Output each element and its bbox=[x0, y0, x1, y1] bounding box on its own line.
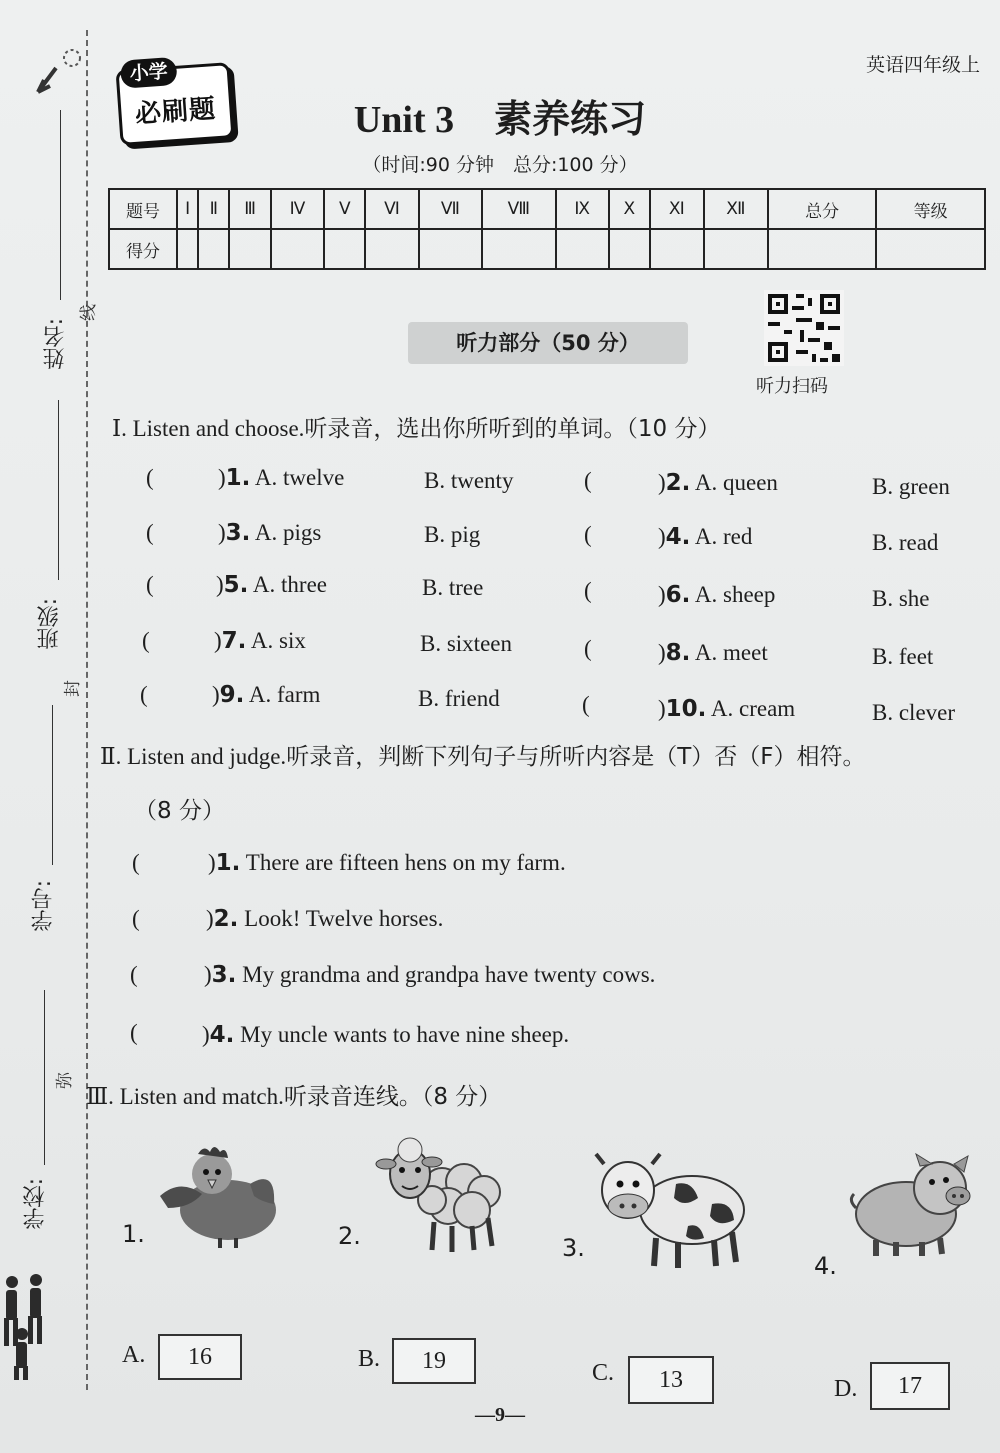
answer-box[interactable]: 17 bbox=[870, 1362, 950, 1410]
item-number: 7. bbox=[221, 628, 247, 654]
choice-item: )4. A. red bbox=[658, 524, 753, 550]
section2-title-en: Ⅱ. Listen and judge. bbox=[100, 744, 287, 769]
picture-number: 1. bbox=[122, 1220, 145, 1248]
score-cell[interactable] bbox=[482, 229, 556, 269]
score-col: Ⅹ bbox=[609, 189, 650, 229]
answer-paren[interactable]: ( bbox=[584, 468, 592, 493]
choice-item: )3. A. pigs bbox=[218, 520, 322, 546]
item-number: 1. bbox=[225, 465, 251, 491]
qr-code-icon[interactable] bbox=[764, 290, 844, 366]
judge-text: There are fifteen hens on my farm. bbox=[245, 850, 566, 875]
option-b: B. green bbox=[872, 474, 950, 499]
option-b: B. read bbox=[872, 530, 939, 555]
item-number: 10. bbox=[665, 696, 707, 722]
section3-title-en: Ⅲ. Listen and match. bbox=[86, 1084, 284, 1109]
binding-dashed-line bbox=[86, 30, 88, 1390]
score-col: Ⅴ bbox=[324, 189, 365, 229]
option-a: A. pigs bbox=[254, 520, 322, 545]
score-cell[interactable] bbox=[609, 229, 650, 269]
binding-word-seal: 封 bbox=[63, 680, 83, 697]
score-col: 等级 bbox=[876, 189, 985, 229]
grade-label: 英语四年级上 bbox=[865, 54, 980, 76]
score-cell[interactable] bbox=[704, 229, 768, 269]
item-number: 2. bbox=[213, 906, 239, 932]
item-number: 4. bbox=[209, 1022, 235, 1048]
item-number: 1. bbox=[215, 850, 241, 876]
option-b: B. pig bbox=[424, 522, 481, 547]
answer-paren[interactable]: ( bbox=[582, 692, 590, 717]
school-label: 学校: bbox=[23, 1178, 48, 1230]
section2-title bbox=[100, 738, 865, 771]
section3-title bbox=[86, 1078, 501, 1111]
option-b: B. friend bbox=[418, 686, 500, 711]
section1-title bbox=[112, 410, 720, 443]
choice-item: )7. A. six bbox=[214, 628, 306, 654]
score-col: 总分 bbox=[768, 189, 877, 229]
listening-banner: 听力部分（50 分） bbox=[408, 322, 688, 364]
score-row-label: 题号 bbox=[109, 189, 177, 229]
item-number: 2. bbox=[665, 470, 691, 496]
section2-title-cn: 听录音，判断下列句子与所听内容是（T）否（F）相符。 bbox=[286, 744, 866, 770]
score-col: Ⅲ bbox=[229, 189, 270, 229]
answer-paren[interactable]: ( bbox=[146, 465, 154, 490]
choice-item: )1. A. twelve bbox=[218, 465, 345, 491]
score-row-label: 得分 bbox=[109, 229, 177, 269]
answer-letter: C. bbox=[592, 1360, 615, 1386]
score-col: Ⅻ bbox=[704, 189, 768, 229]
item-number: 8. bbox=[665, 640, 691, 666]
answer-paren[interactable]: ( bbox=[584, 578, 592, 603]
number-label: 学号: bbox=[31, 880, 56, 932]
score-cell[interactable] bbox=[198, 229, 229, 269]
answer-paren[interactable]: ( bbox=[132, 906, 140, 931]
logo-main-text: 必刷题 bbox=[134, 94, 218, 130]
option-b: B. feet bbox=[872, 644, 934, 669]
answer-paren[interactable]: ( bbox=[584, 522, 592, 547]
picture-number: 2. bbox=[338, 1222, 361, 1250]
number-line bbox=[52, 705, 53, 865]
class-label: 班级: bbox=[37, 598, 62, 650]
score-cell[interactable] bbox=[324, 229, 365, 269]
score-cell[interactable] bbox=[556, 229, 609, 269]
answer-paren[interactable]: ( bbox=[140, 682, 148, 707]
answer-box[interactable]: 16 bbox=[158, 1334, 242, 1380]
picture-number: 4. bbox=[814, 1252, 837, 1280]
page-title bbox=[0, 88, 1000, 143]
option-b: B. tree bbox=[422, 575, 484, 600]
score-col: Ⅸ bbox=[556, 189, 609, 229]
score-col: Ⅳ bbox=[271, 189, 324, 229]
section1-title-en: Ⅰ. Listen and choose. bbox=[112, 416, 305, 441]
choice-item: )5. A. three bbox=[216, 572, 327, 598]
page-number: —9— bbox=[475, 1404, 525, 1426]
score-cell[interactable] bbox=[177, 229, 198, 269]
sheep-icon[interactable] bbox=[372, 1130, 512, 1256]
section1-title-cn: 听录音，选出你所听到的单词。（10 分） bbox=[304, 416, 721, 442]
option-b: B. sixteen bbox=[420, 631, 512, 656]
score-cell[interactable] bbox=[768, 229, 877, 269]
qr-label: 听力扫码 bbox=[756, 376, 828, 397]
logo-top-text: 小学 bbox=[120, 57, 178, 89]
judge-item: )3. My grandma and grandpa have twenty cows. bbox=[204, 962, 656, 988]
class-line bbox=[58, 400, 59, 580]
choice-item: )8. A. meet bbox=[658, 640, 768, 666]
judge-item: )2. Look! Twelve horses. bbox=[206, 906, 444, 932]
answer-paren[interactable]: ( bbox=[132, 850, 140, 875]
cow-icon[interactable] bbox=[592, 1150, 752, 1272]
answer-letter: B. bbox=[358, 1346, 381, 1372]
answer-paren[interactable]: ( bbox=[130, 962, 138, 987]
option-a: A. six bbox=[250, 628, 306, 653]
answer-paren[interactable]: ( bbox=[142, 628, 150, 653]
option-a: A. three bbox=[252, 572, 327, 597]
hen-icon[interactable] bbox=[150, 1138, 285, 1250]
binding-word-mi: 弥 bbox=[55, 1072, 75, 1089]
score-table-score-row bbox=[109, 229, 985, 269]
item-number: 5. bbox=[223, 572, 249, 598]
item-number: 3. bbox=[211, 962, 237, 988]
choice-item: )6. A. sheep bbox=[658, 582, 776, 608]
option-b: B. she bbox=[872, 586, 930, 611]
answer-box[interactable]: 19 bbox=[392, 1338, 476, 1384]
choice-item: )9. A. farm bbox=[212, 682, 321, 708]
judge-item: )4. My uncle wants to have nine sheep. bbox=[202, 1022, 570, 1048]
unit-number: Unit 3 bbox=[353, 99, 455, 141]
binding-word-line: 线 bbox=[79, 304, 99, 321]
answer-box[interactable]: 13 bbox=[628, 1356, 714, 1404]
option-a: A. farm bbox=[248, 682, 321, 707]
option-a: A. twelve bbox=[254, 465, 345, 490]
score-table bbox=[108, 188, 986, 270]
judge-text: My grandma and grandpa have twenty cows. bbox=[242, 962, 656, 987]
judge-item: )1. There are fifteen hens on my farm. bbox=[208, 850, 566, 876]
choice-item: )2. A. queen bbox=[658, 470, 778, 496]
option-a: A. red bbox=[694, 524, 753, 549]
answer-letter: D. bbox=[834, 1376, 858, 1402]
score-col: Ⅵ bbox=[365, 189, 418, 229]
option-a: A. meet bbox=[694, 640, 768, 665]
score-cell[interactable] bbox=[229, 229, 270, 269]
picture-number: 3. bbox=[562, 1234, 585, 1262]
answer-paren[interactable]: ( bbox=[146, 520, 154, 545]
score-col: Ⅶ bbox=[419, 189, 482, 229]
judge-text: My uncle wants to have nine sheep. bbox=[240, 1022, 570, 1047]
score-cell[interactable] bbox=[650, 229, 704, 269]
score-col: Ⅷ bbox=[482, 189, 556, 229]
score-col: Ⅱ bbox=[198, 189, 229, 229]
score-table-header-row bbox=[109, 189, 985, 229]
section2-points: （8 分） bbox=[134, 798, 225, 824]
choice-item: )10. A. cream bbox=[658, 696, 796, 722]
answer-paren[interactable]: ( bbox=[146, 572, 154, 597]
answer-letter: A. bbox=[122, 1342, 146, 1368]
runners-silhouette-icon bbox=[0, 1270, 52, 1380]
item-number: 3. bbox=[225, 520, 251, 546]
option-a: A. cream bbox=[710, 696, 796, 721]
pig-icon[interactable] bbox=[846, 1152, 976, 1258]
score-cell[interactable] bbox=[271, 229, 324, 269]
section3-title-cn: 听录音连线。（8 分） bbox=[283, 1084, 502, 1110]
exam-info: （时间:90 分钟 总分:100 分） bbox=[362, 154, 638, 176]
item-number: 4. bbox=[665, 524, 691, 550]
option-b: B. twenty bbox=[424, 468, 514, 493]
judge-text: Look! Twelve horses. bbox=[244, 906, 444, 931]
name-label: 姓名: bbox=[43, 318, 68, 370]
score-cell[interactable] bbox=[419, 229, 482, 269]
unit-title: 素养练习 bbox=[494, 99, 647, 141]
score-cell[interactable] bbox=[365, 229, 418, 269]
option-a: A. queen bbox=[694, 470, 778, 495]
answer-paren[interactable]: ( bbox=[130, 1020, 138, 1045]
school-line bbox=[44, 990, 45, 1165]
item-number: 6. bbox=[665, 582, 691, 608]
answer-paren[interactable]: ( bbox=[584, 636, 592, 661]
score-col: Ⅺ bbox=[650, 189, 704, 229]
score-cell[interactable] bbox=[876, 229, 985, 269]
option-b: B. clever bbox=[872, 700, 956, 725]
item-number: 9. bbox=[219, 682, 245, 708]
score-col: Ⅰ bbox=[177, 189, 198, 229]
option-a: A. sheep bbox=[694, 582, 776, 607]
